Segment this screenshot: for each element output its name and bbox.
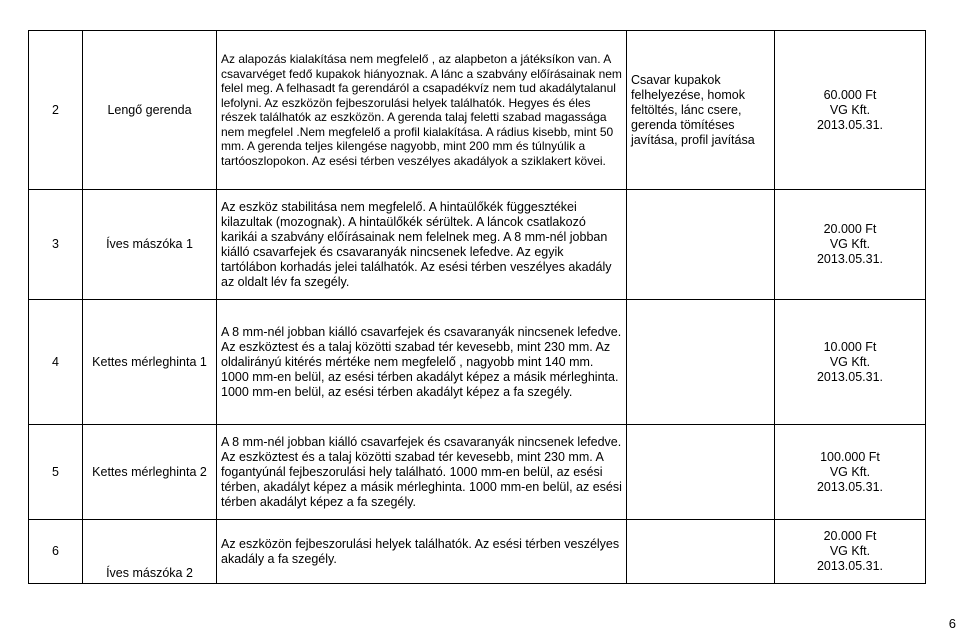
equipment-name: Íves mászóka 2 [83, 520, 217, 584]
repair-description [627, 190, 775, 300]
page-number: 6 [948, 616, 956, 631]
row-number: 6 [29, 520, 83, 584]
equipment-name: Lengő gerenda [83, 31, 217, 190]
price: 100.000 Ft [820, 449, 880, 464]
price-cell [775, 300, 926, 425]
table-row [29, 190, 926, 300]
price: 20.000 Ft [823, 529, 877, 543]
price-cell [775, 31, 926, 190]
defect-description: A 8 mm-nél jobban kiálló csavarfejek és csavaranyák nincsenek lefedve. Az eszköztest és a talaj közötti szabad tér kevesebb, mint 230 mm. A fogantyúnál fejbeszorulási hely található. 1000 mm-en belül, az esési térben, akadályt képez a másik mérleghinta. 1000 mm-en belül, az esési térben akadályt képez a fa szegély. [217, 425, 627, 520]
table-row [29, 31, 926, 190]
deadline: 2013.05.31. [816, 252, 884, 266]
row-number: 3 [29, 190, 83, 300]
company: VG Kft. [829, 544, 871, 558]
row-number: 4 [29, 300, 83, 425]
price: 60.000 Ft [823, 87, 877, 102]
deadline: 2013.05.31. [816, 369, 884, 384]
repair-description: Csavar kupakok felhelyezése, homok feltöltés, lánc csere, gerenda tömítéses javítása, profil javítása [627, 31, 775, 190]
repair-description [627, 300, 775, 425]
price-cell [775, 520, 926, 584]
defect-description: Az eszköz stabilitása nem megfelelő. A hintaülőkék függesztékei kilazultak (mozognak). A hintaülőkék sérültek. A láncok csatlakozó karikái a szabvány előírásainak nem felelnek meg. A 8 mm-nél jobban kiálló csavarfejek és csavaranyák nincsenek lefedve. Az egyik tartólábon korhadás jelei találhatók. Az esési térben veszélyes akadály az oldalt lév fa szegély. [217, 190, 627, 300]
row-number: 5 [29, 425, 83, 520]
table-row [29, 520, 926, 584]
deadline: 2013.05.31. [816, 117, 884, 132]
table-row [29, 300, 926, 425]
company: VG Kft. [829, 102, 871, 117]
repair-description [627, 425, 775, 520]
price-cell [775, 190, 926, 300]
defects-table [28, 30, 926, 584]
price-cell [775, 425, 926, 520]
price: 10.000 Ft [823, 339, 877, 354]
defect-description: Az eszközön fejbeszorulási helyek találhatók. Az esési térben veszélyes akadály a fa szegély. [217, 520, 627, 584]
price: 20.000 Ft [823, 222, 877, 236]
equipment-name: Kettes mérleghinta 1 [83, 300, 217, 425]
defect-description: A 8 mm-nél jobban kiálló csavarfejek és csavaranyák nincsenek lefedve. Az eszköztest és a talaj közötti szabad tér kevesebb, mint 230 mm. Az oldalirányú kitérés mértéke nem megfelelő , nagyobb mint 140 mm. 1000 mm-en belül, az esési térben akadályt képez a másik mérleghinta. 1000 mm-en belül, az esési térben akadályt képez a fa szegély. [217, 300, 627, 425]
defect-description: Az alapozás kialakítása nem megfelelő , az alapbeton a játéksíkon van. A csavarvéget fedő kupakok hiányoznak. A lánc a szabvány előírásainak nem felel meg. A felhasadt fa gerendáról a csapadékvíz nem tud akadálytalanul lefolyni. Az eszközön fejbeszorulási helyek találhatók. Hegyes és éles részek találhatók az eszközön. A gerenda talaj feletti szabad magassága nem megfelel .Nem megfelelő a profil kialakítása. A rádius kisebb, mint 50 mm. A gerenda teljes kilengése nagyobb, mint 200 mm és túlnyúlik a tartóoszlopokon. Az esési térben veszélyes akadályok a sziklakert kövei. [217, 31, 627, 190]
equipment-name: Kettes mérleghinta 2 [83, 425, 217, 520]
table-row [29, 425, 926, 520]
repair-description [627, 520, 775, 584]
company: VG Kft. [829, 237, 871, 251]
company: VG Kft. [829, 354, 871, 369]
deadline: 2013.05.31. [816, 559, 884, 573]
deadline: 2013.05.31. [816, 479, 884, 494]
company: VG Kft. [829, 464, 871, 479]
equipment-name: Íves mászóka 1 [83, 190, 217, 300]
row-number: 2 [29, 31, 83, 190]
